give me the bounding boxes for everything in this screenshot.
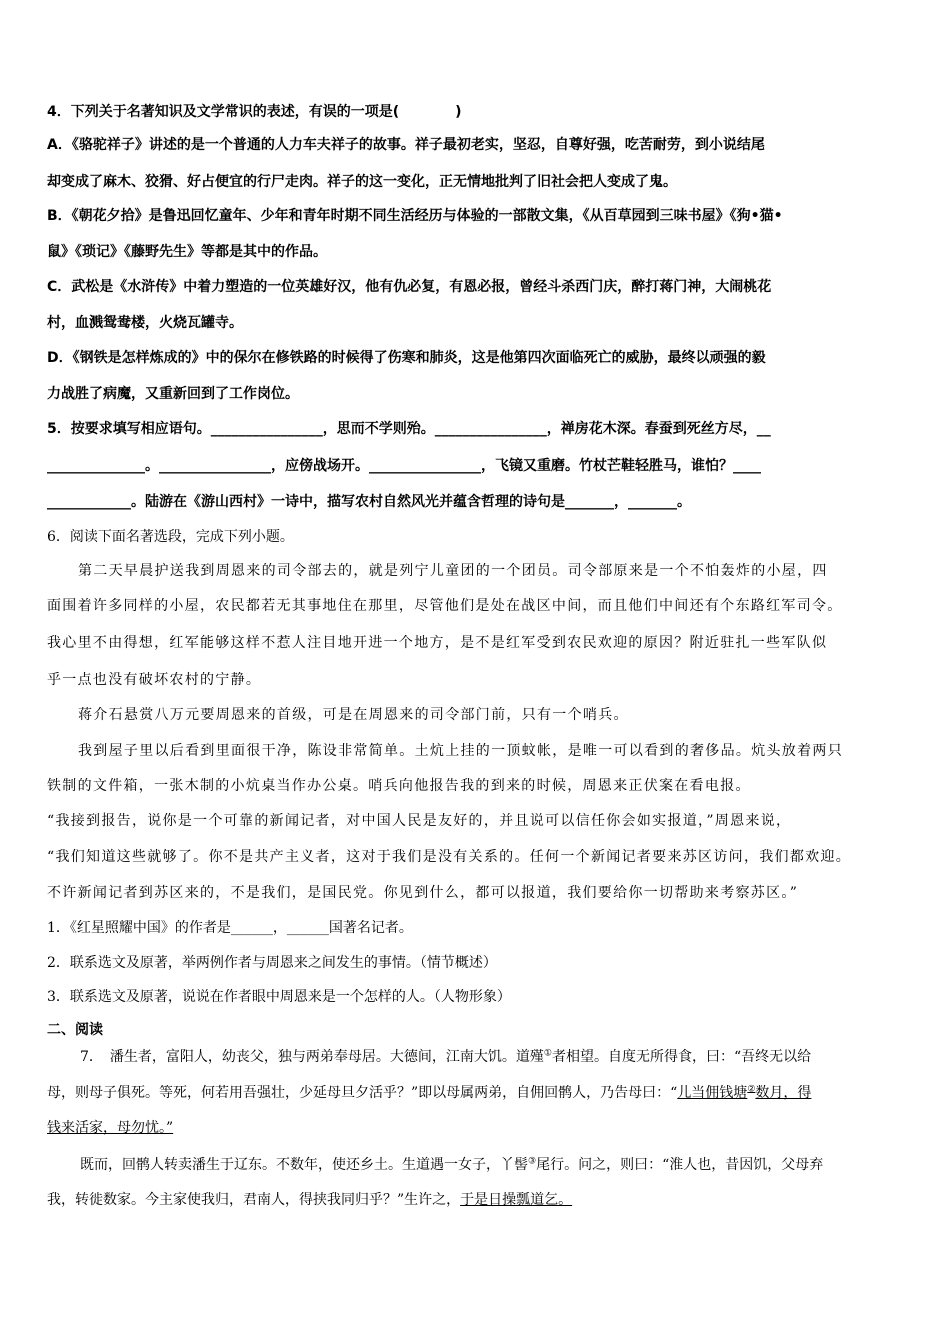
q7-underlined-sentence-1c: 钱来活家，母勿忧。” [47, 1120, 174, 1136]
q7-line2-text: 母，则母子俱死。等死，何若用吾强壮，少延母旦夕活乎？”即以母属两弟，自佣回鹘人，乃告母曰：“ [47, 1085, 678, 1101]
q4-option-d-line1: D．《钢铁是怎样炼成的》中的保尔在修铁路的时候得了伤寒和肺炎，这是他第四次面临死亡的威胁，最终以顽强的毅 [47, 350, 766, 366]
q6-passage-p2: 蒋介石悬赏八万元要周恩来的首级，可是在周恩来的司令部门前，只有一个哨兵。 [78, 707, 629, 723]
q6-passage-p5-line1: “我们知道这些就够了。你不是共产主义者，这对于我们是没有关系的。任何一个新闻记者要来苏区访问，我们都欢迎。 [47, 849, 852, 865]
q7-line2 [47, 1083, 811, 1103]
q6-passage-p3-line2: 铁制的文件箱，一张木制的小炕桌当作办公桌。哨兵向他报告我的到来的时候，周恩来正伏案在看电报。 [47, 778, 751, 794]
q4-option-b-line2: 鼠》《琐记》《藤野先生》等都是其中的作品。 [47, 244, 327, 260]
q7-line4-text-b: 尾行。问之，则曰：“淮人也，昔因饥，父母弃 [536, 1157, 824, 1173]
footnote-marker-2: ② [747, 1084, 756, 1095]
q4-option-b-line1: B．《朝花夕拾》是鲁迅回忆童年、少年和青年时期不同生活经历与体验的一部散文集，《从百草园到三味书屋》《狗•猫• [47, 208, 783, 224]
q7-line1 [80, 1047, 811, 1067]
q7-line1-text: 7． 潘生者，富阳人，幼丧父，独与两弟奉母居。大德间，江南大饥。道殣 [80, 1049, 544, 1065]
section-2-title: 二、阅读 [47, 1022, 103, 1038]
q7-underlined-sentence-2: 于是日操瓢道乞。 [460, 1192, 573, 1208]
q7-underlined-sentence-1b: 数月，得 [755, 1085, 812, 1101]
q6-passage-p1-line4: 乎一点也没有破坏农村的宁静。 [47, 672, 262, 688]
q6-stem: 6．阅读下面名著选段，完成下列小题。 [47, 529, 294, 545]
footnote-marker-3: ③ [528, 1156, 537, 1167]
q6-subquestion-2: 2．联系选文及原著，举两例作者与周恩来之间发生的事情。（情节概述） [47, 955, 497, 971]
q6-subquestion-1: 1．《红星照耀中国》的作者是______，______国著名记者。 [47, 920, 413, 936]
q7-line4 [80, 1155, 823, 1175]
q4-option-c-line2: 村，血溅鸳鸯楼，火烧瓦罐寺。 [47, 315, 243, 331]
q5-line2: ______________。________________，应傍战场开。________________，飞镜又重磨。竹杖芒鞋轻胜马，谁怕？____ [47, 458, 761, 474]
q6-passage-p1-line2: 面围着许多同样的小屋，农民都若无其事地住在那里，尽管他们是处在战区中间，而且他们中间还有个东路红军司令。 [47, 598, 843, 614]
q6-passage-p1-line3: 我心里不由得想，红军能够这样不惹人注目地开进一个地方，是不是红军受到农民欢迎的原因？附近驻扎一些军队似 [47, 635, 828, 651]
q6-passage-p1-line1: 第二天早晨护送我到周恩来的司令部去的，就是列宁儿童团的一个团员。司令部原来是一个不怕轰炸的小屋，四 [78, 563, 828, 579]
q6-passage-p5-line2: 不许新闻记者到苏区来的，不是我们，是国民党。你见到什么，都可以报道，我们要给你一切帮助来考察苏区。” [47, 885, 799, 901]
q7-line1-text-b: 者相望。自度无所得食，曰：“吾终无以给 [551, 1049, 812, 1065]
q4-stem: 4．下列关于名著知识及文学常识的表述，有误的一项是( ) [47, 104, 462, 120]
q6-passage-p4: “我接到报告，说你是一个可靠的新闻记者，对中国人民是友好的，并且说可以信任你会如实报道，”周恩来说， [47, 813, 792, 829]
footnote-marker-1: ① [543, 1048, 552, 1059]
q4-option-c-line1: C．武松是《水浒传》中着力塑造的一位英雄好汉，他有仇必复，有恩必报，曾经斗杀西门庆，醉打蒋门神，大闹桃花 [47, 279, 772, 295]
q7-line5-text: 我，转徙数家。今主家使我归，君南人，得挟我同归乎？”生许之， [47, 1192, 461, 1208]
q6-passage-p3-line1: 我到屋子里以后看到里面很干净，陈设非常简单。土炕上挂的一顶蚊帐，是唯一可以看到的奢侈品。炕头放着两只 [78, 743, 843, 759]
q7-line5 [47, 1190, 572, 1210]
q7-line4-text: 既而，回鹘人转卖潘生于辽东。不数年，使还乡土。生道遇一女子，丫髻 [80, 1157, 528, 1173]
q5-line1: 5．按要求填写相应语句。________________，思而不学则殆。________________，禅房花木深。春蚕到死丝方尽，__ [47, 421, 771, 437]
q4-option-d-line2: 力战胜了病魔，又重新回到了工作岗位。 [47, 386, 299, 402]
q4-option-a-line2: 却变成了麻木、狡猾、好占便宜的行尸走肉。祥子的这一变化，正无情地批判了旧社会把人变成了鬼。 [47, 174, 677, 190]
q6-subquestion-3: 3．联系选文及原著，说说在作者眼中周恩来是一个怎样的人。（人物形象） [47, 989, 511, 1005]
q5-line3: ____________。陆游在《游山西村》一诗中，描写农村自然风光并蕴含哲理的诗句是_______，_______。 [47, 494, 691, 510]
q4-option-a-line1: A．《骆驼祥子》讲述的是一个普通的人力车夫祥子的故事。祥子最初老实，坚忍，自尊好强，吃苦耐劳，到小说结尾 [47, 137, 765, 153]
q7-underlined-sentence-1a: 儿当佣钱塘 [677, 1085, 748, 1101]
q7-line3 [47, 1118, 173, 1138]
